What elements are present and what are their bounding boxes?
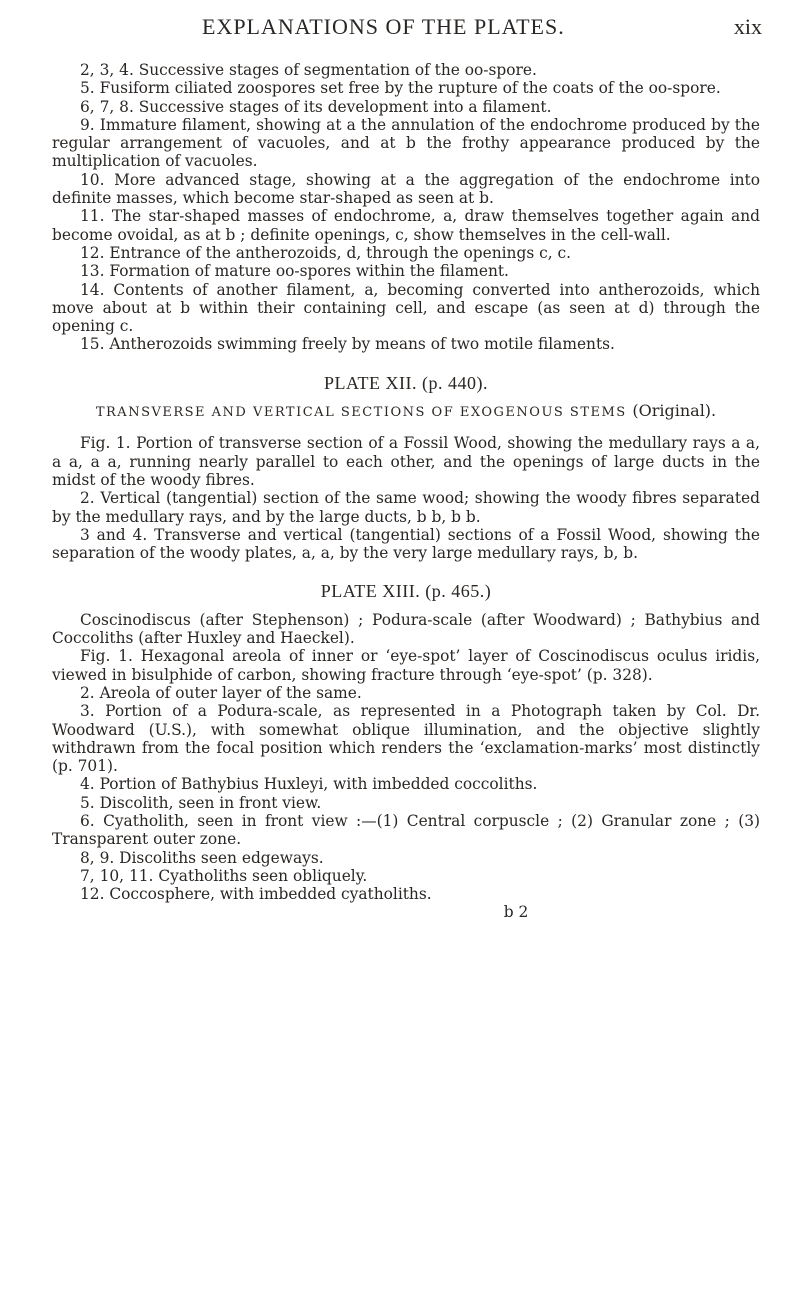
list-item: 12. Entrance of the antherozoids, d, through the openings c, c. — [80, 243, 572, 262]
list-item: 2, 3, 4. Successive stages of segmentation of the oo-spore. — [80, 61, 537, 79]
list-item: 4. Portion of Bathybius Huxleyi, with imbedded coccoliths. — [80, 775, 538, 794]
list-item: 15. Antherozoids swimming freely by means of two motile filaments. — [80, 335, 615, 354]
list-item: 9. Immature filament, showing at a the annulation of the endochrome produced by the regular arrangement of vacuoles, and at b the frothy appearance produced by the multiplication of vacuoles. — [52, 115, 760, 171]
plate-12-title: PLATE XII. (p. 440). — [324, 372, 488, 393]
list-item: 3. Portion of a Podura-scale, as represented in a Photograph taken by Col. Dr. Woodward (U.S.), with somewhat oblique illumination, and the objective slightly withdrawn from the focal position which renders the ‘exclamation-marks’ most distinctly (p. 701). — [52, 702, 760, 776]
running-title: EXPLANATIONS OF THE PLATES. — [202, 14, 565, 39]
page-header — [62, 14, 762, 44]
list-item: Fig. 1. Hexagonal areola of inner or ‘eye-spot’ layer of Coscinodiscus oculus iridis, viewed in bisulphide of carbon, showing fracture through ‘eye-spot’ (p. 328). — [52, 647, 760, 684]
list-item: 11. The star-shaped masses of endochrome, a, draw themselves together again and become ovoidal, as at b ; definite openings, c, show themselves in the cell-wall. — [52, 207, 760, 244]
plate-12-subtitle-note: (Original). — [632, 401, 717, 421]
plate-13-title: PLATE XIII. (p. 465.) — [320, 581, 492, 602]
list-item: 7, 10, 11. Cyatholiths seen obliquely. — [80, 866, 368, 885]
list-item: Fig. 1. Portion of transverse section of a Fossil Wood, showing the medullary rays a a, a a, a a, running nearly parallel to each other, and the openings of large ducts in the midst of the woody fibres. — [52, 434, 760, 489]
list-item: 5. Discolith, seen in front view. — [80, 793, 322, 812]
list-item: 2. Areola of outer layer of the same. — [80, 683, 362, 702]
plate-12-subtitle — [52, 402, 760, 422]
signature-mark: b 2 — [503, 903, 529, 922]
page-number: xix — [733, 14, 762, 39]
list-item: 13. Formation of mature oo-spores within the filament. — [80, 262, 509, 281]
page-body — [52, 61, 760, 922]
list-item: 12. Coccosphere, with imbedded cyatholiths. — [80, 885, 432, 904]
list-item: 2. Vertical (tangential) section of the same wood; showing the woody fibres separated by the medullary rays, and by the large ducts, b b, b b. — [52, 489, 760, 526]
list-item: 5. Fusiform ciliated zoospores set free by the rupture of the coats of the oo-spore. — [80, 79, 721, 98]
list-item: 6, 7, 8. Successive stages of its development into a filament. — [80, 97, 552, 116]
list-item: 3 and 4. Transverse and vertical (tangential) sections of a Fossil Wood, showing the separation of the woody plates, a, a, by the very large medullary rays, b, b. — [52, 525, 760, 563]
list-item: 6. Cyatholith, seen in front view :—(1) Central corpuscle ; (2) Granular zone ; (3) Transparent outer zone. — [52, 811, 760, 849]
list-item: 14. Contents of another filament, a, becoming converted into antherozoids, which move about at b within their containing cell, and escape (as seen at d) through the opening c. — [52, 280, 760, 336]
plate-12-subtitle-text: TRANSVERSE AND VERTICAL SECTIONS OF EXOGENOUS STEMS — [95, 405, 627, 421]
list-item: 10. More advanced stage, showing at a the aggregation of the endochrome into definite masses, which become star-shaped as seen at b. — [52, 170, 760, 208]
list-item: 8, 9. Discoliths seen edgeways. — [80, 848, 324, 867]
plate-13-subtitle: Coscinodiscus (after Stephenson) ; Podura-scale (after Woodward) ; Bathybius and Coccoliths (after Huxley and Haeckel). — [52, 610, 760, 648]
